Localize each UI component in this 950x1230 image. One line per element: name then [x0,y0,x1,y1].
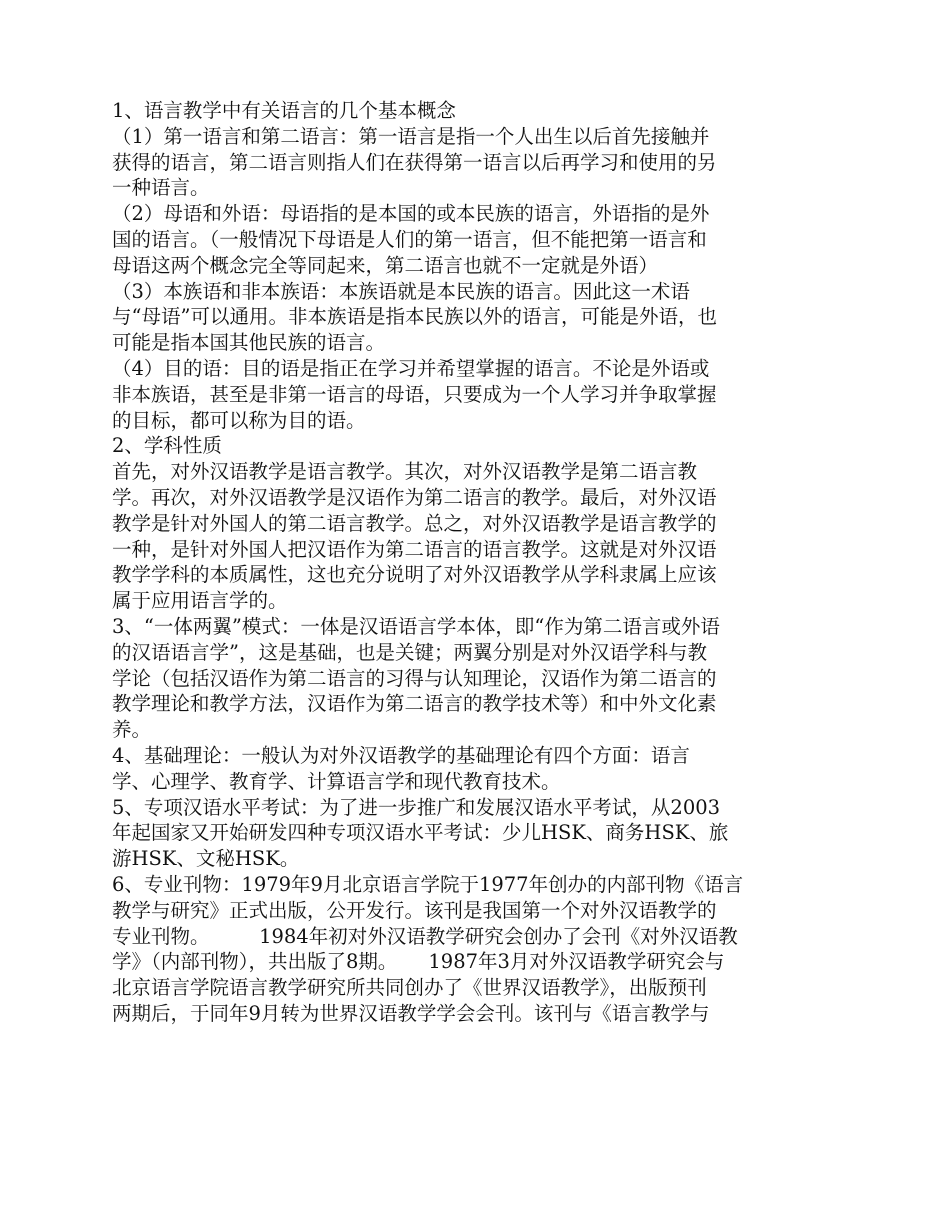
text-line: 母语这两个概念完全等同起来，第二语言也就不一定就是外语） [112,253,659,277]
text-line: 学。再次，对外汉语教学是汉语作为第二语言的教学。最后，对外汉语 [112,485,717,509]
text-line: 的目标，都可以称为目的语。 [112,408,366,432]
text-line: （1）第一语言和第二语言：第一语言是指一个人出生以后首先接触并 [112,124,710,148]
text-line: 教学与研究》正式出版，公开发行。该刊是我国第一个对外汉语教学的 [112,898,717,922]
text-line: 学论（包括汉语作为第二语言的习得与认知理论，汉语作为第二语言的 [112,666,717,690]
text-line: 属于应用语言学的。 [112,589,288,613]
text-line: （3）本族语和非本族语：本族语就是本民族的语言。因此这一术语 [112,279,690,303]
text-line: 的汉语语言学”，这是基础，也是关键；两翼分别是对外汉语学科与教 [112,640,707,664]
text-line: 一种语言。 [112,176,210,200]
section-6-line: 6、专业刊物：1979年9月北京语言学院于1977年创办的内部刊物《语言 [112,872,744,896]
text-line: 北京语言学院语言教学研究所共同创办了《世界汉语教学》，出版预刊 [112,976,707,1000]
text-line: 与“母语”可以通用。非本族语是指本民族以外的语言，可能是外语，也 [112,305,717,329]
text-line: 养。 [112,718,152,742]
text-line: 可能是指本国其他民族的语言。 [112,331,386,355]
text-line: 年起国家又开始研发四种专项汉语水平考试：少儿HSK、商务HSK、旅 [112,821,729,845]
text-line: 一种，是针对外国人把汉语作为第二语言的语言教学。这就是对外汉语 [112,537,717,561]
text-line: （2）母语和外语：母语指的是本国的或本民族的语言，外语指的是外 [112,202,710,226]
text-line: 两期后，于同年9月转为世界汉语教学学会会刊。该刊与《语言教学与 [112,1001,710,1025]
text-line: （4）目的语：目的语是指正在学习并希望掌握的语言。不论是外语或 [112,356,710,380]
text-line: 教学学科的本质属性，这也充分说明了对外汉语教学从学科隶属上应该 [112,563,717,587]
section-3-line: 3、“一体两翼”模式：一体是汉语语言学本体，即“作为第二语言或外语 [112,614,720,638]
section-5-line: 5、专项汉语水平考试：为了进一步推广和发展汉语水平考试，从2003 [112,795,721,819]
text-line: 教学是针对外国人的第二语言教学。总之，对外汉语教学是语言教学的 [112,511,717,535]
section-4-line: 4、基础理论：一般认为对外汉语教学的基础理论有四个方面：语言 [112,743,690,767]
text-line: 教学理论和教学方法，汉语作为第二语言的教学技术等）和中外文化素 [112,692,717,716]
text-line: 学》（内部刊物），共出版了8期。 1987年3月对外汉语教学研究会与 [112,950,725,974]
text-line: 首先，对外汉语教学是语言教学。其次，对外汉语教学是第二语言教 [112,460,698,484]
text-line: 非本族语，甚至是非第一语言的母语，只要成为一个人学习并争取掌握 [112,382,717,406]
section-2-heading: 2、学科性质 [112,434,222,458]
section-1-heading: 1、语言教学中有关语言的几个基本概念 [112,99,456,122]
text-line: 专业刊物。 1984年初对外汉语教学研究会创办了会刊《对外汉语教 [112,924,738,948]
text-line: 获得的语言，第二语言则指人们在获得第一语言以后再学习和使用的另 [112,150,717,174]
text-line: 国的语言。（一般情况下母语是人们的第一语言，但不能把第一语言和 [112,227,707,251]
text-line: 游HSK、文秘HSK。 [112,847,300,871]
document-body [112,98,842,1027]
text-line: 学、心理学、教育学、计算语言学和现代教育技术。 [112,769,561,793]
